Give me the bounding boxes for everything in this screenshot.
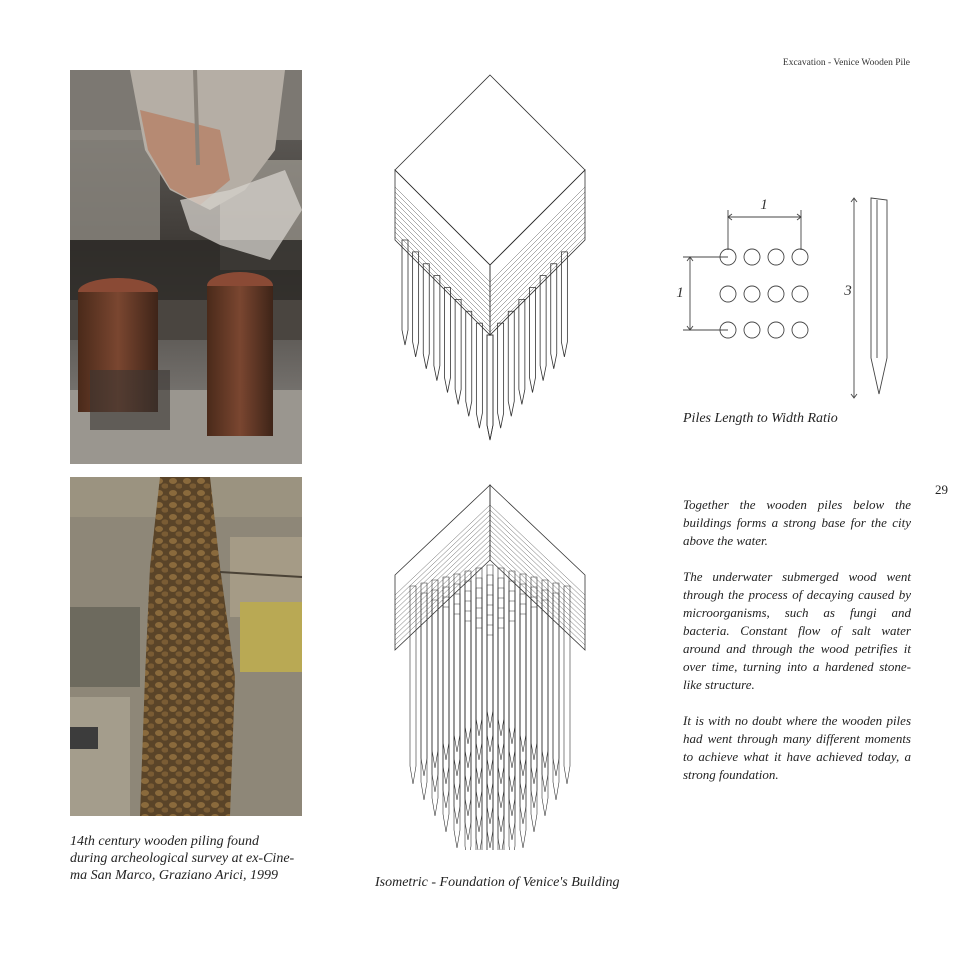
pile: [540, 276, 546, 381]
pile-elevation: [871, 198, 887, 394]
paragraph: Together the wooden piles below the buildings forms a strong base for the city above the water.: [683, 497, 911, 548]
photo-caption: [70, 833, 310, 884]
photo-caption-line: 14th century wooden piling found: [70, 834, 259, 849]
pile: [498, 618, 504, 850]
pile: [476, 578, 482, 760]
pile: [531, 577, 537, 760]
pile: [542, 590, 548, 792]
pile: [465, 571, 471, 744]
pile: [498, 608, 504, 832]
paragraph: It is with no doubt where the wooden piles had went through many different moments to achieve what it have achieved today, a strong foundation.: [683, 713, 911, 782]
pile: [509, 611, 515, 840]
pile: [498, 628, 504, 850]
pile: [520, 604, 526, 824]
pile: [498, 588, 504, 784]
pile: [466, 311, 472, 416]
slab-left-face: [395, 170, 490, 335]
pile: [498, 323, 504, 428]
pile: [432, 600, 438, 816]
pile: [531, 587, 537, 784]
length-label: 3: [844, 283, 852, 299]
pile: [454, 574, 460, 752]
pile: [498, 598, 504, 808]
pile: [423, 264, 429, 369]
pile: [413, 252, 419, 357]
pile: [542, 580, 548, 768]
pile: [476, 568, 482, 736]
ratio-caption: Piles Length to Width Ratio: [683, 411, 838, 426]
pile: [531, 597, 537, 808]
pile: [561, 252, 567, 357]
pile: [476, 598, 482, 808]
pile: [531, 607, 537, 832]
pile: [443, 607, 449, 832]
pile: [520, 594, 526, 800]
pile: [445, 288, 451, 393]
page-header: Excavation - Venice Wooden Pile: [782, 58, 910, 68]
pile: [487, 335, 493, 440]
pile: [553, 583, 559, 776]
pile: [519, 299, 525, 404]
page-number: 29: [935, 482, 948, 497]
pile: [509, 581, 515, 768]
pile: [551, 264, 557, 369]
pile: [530, 288, 536, 393]
pile: [487, 565, 493, 728]
pile: [402, 240, 408, 345]
isometric-caption: Isometric - Foundation of Venice's Building: [375, 875, 620, 890]
pile: [443, 587, 449, 784]
slab-top-face: [395, 75, 585, 265]
pile: [432, 580, 438, 768]
pile: [454, 594, 460, 800]
pile: [454, 584, 460, 776]
pile: [465, 581, 471, 768]
isometric-top-view: [395, 75, 585, 440]
pile: [432, 590, 438, 792]
pile: [443, 597, 449, 808]
pile: [508, 311, 514, 416]
pile: [520, 574, 526, 752]
slab-right-face: [490, 170, 585, 335]
pile: [498, 578, 504, 760]
pile: [454, 604, 460, 824]
pile: [487, 625, 493, 850]
pile: [476, 618, 482, 850]
photo-caption-line: ma San Marco, Graziano Arici, 1999: [70, 868, 279, 883]
pile: [455, 299, 461, 404]
photo-piles-shovel: [70, 70, 302, 464]
pile: [498, 568, 504, 736]
pile: [520, 584, 526, 776]
pile: [476, 628, 482, 850]
photo-pile-trench-image: [70, 477, 302, 816]
pile: [465, 601, 471, 816]
isometric-foundation-drawings: [380, 70, 600, 850]
pile: [443, 577, 449, 760]
paragraph: The underwater submerged wood went through the process of decaying caused by microorganisms, such as fungi and bacteria. Constant flow of salt water around and through the wood petrifies it over time, turning into a hardened stone-like structure.: [683, 569, 911, 692]
pile: [509, 571, 515, 744]
pile: [487, 335, 493, 440]
photo-piles-shovel-image: [70, 70, 302, 464]
photo-caption-line: during archeological survey at ex-Cine-: [70, 851, 295, 866]
pile: [487, 575, 493, 752]
pile: [487, 595, 493, 800]
pile: [476, 588, 482, 784]
height-label: 1: [676, 285, 684, 301]
pile: [542, 600, 548, 816]
pile: [465, 611, 471, 840]
pile-ratio-diagram: [668, 190, 908, 410]
pile: [476, 608, 482, 832]
pile-grid: [720, 249, 808, 338]
pile: [434, 276, 440, 381]
isometric-bottom-view: [395, 485, 585, 850]
pile: [476, 323, 482, 428]
photo-pile-trench: [70, 477, 302, 816]
body-text: [683, 496, 911, 802]
pile: [421, 583, 427, 776]
width-label: 1: [760, 197, 768, 213]
pile: [487, 635, 493, 850]
pile: [487, 585, 493, 776]
pile: [509, 601, 515, 816]
